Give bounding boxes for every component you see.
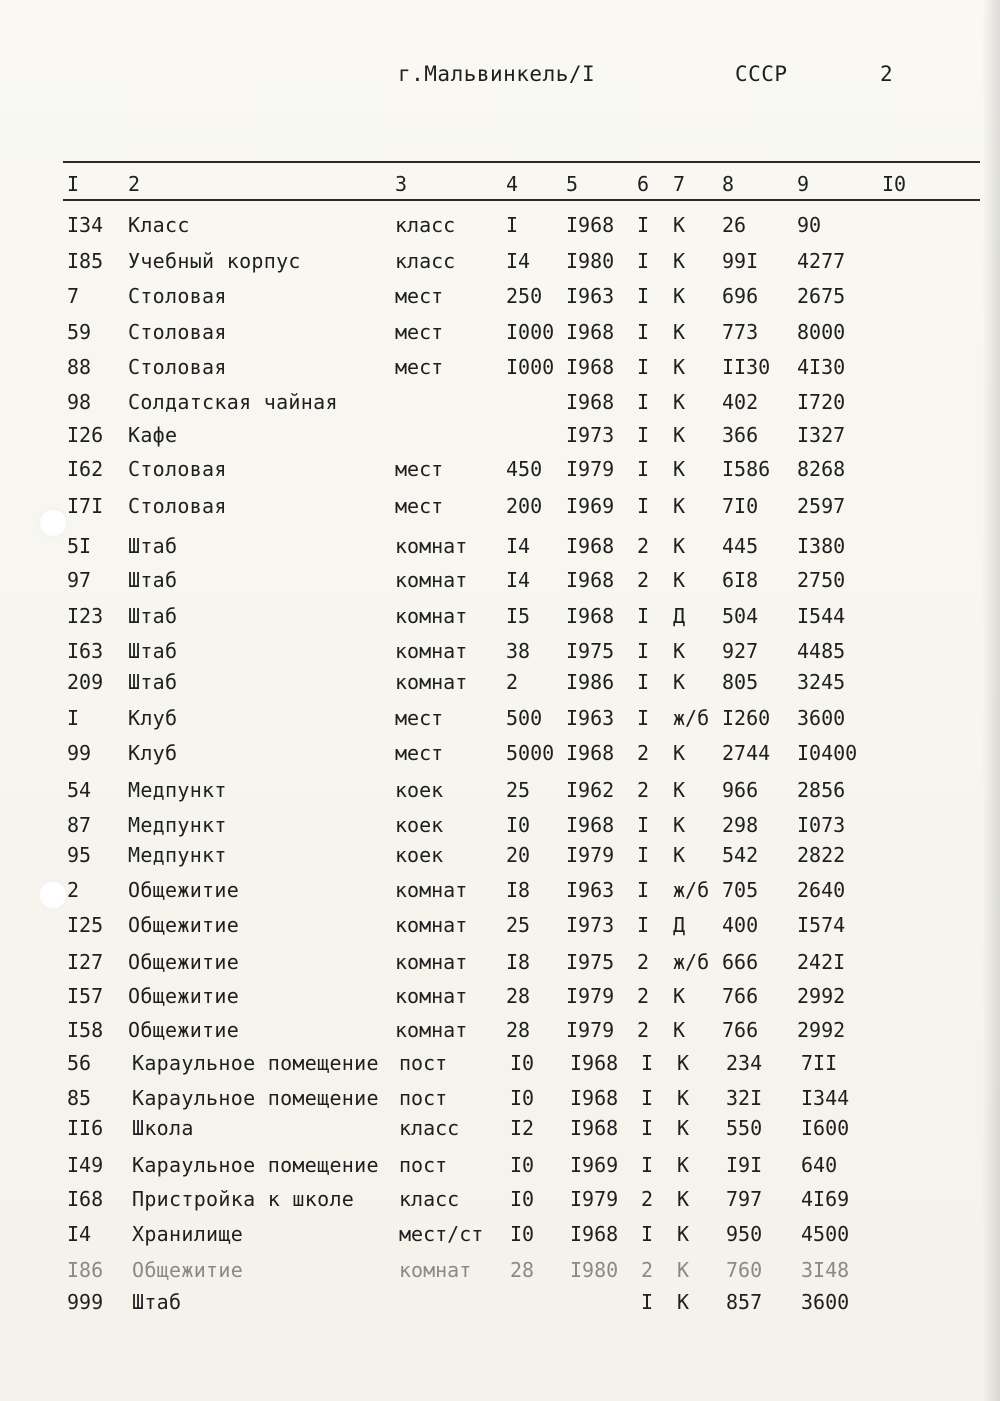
cell-col-5: I968 — [566, 320, 615, 344]
cell-col-8: 32I — [726, 1086, 763, 1110]
cell-col-9: 2597 — [797, 494, 846, 518]
column-header-3: 3 — [395, 172, 408, 196]
cell-col-7: К — [677, 1051, 690, 1075]
cell-col-8: 966 — [722, 778, 759, 802]
cell-col-3: пост — [399, 1153, 448, 1177]
cell-col-7: К — [677, 1187, 690, 1211]
cell-col-9: I600 — [801, 1116, 850, 1140]
cell-col-5: I963 — [566, 878, 615, 902]
cell-col-2: Клуб — [128, 741, 178, 765]
header-country: СССР — [735, 62, 788, 86]
cell-col-8: 400 — [722, 913, 759, 937]
cell-col-8: 504 — [722, 604, 759, 628]
cell-col-9: 242I — [797, 950, 846, 974]
cell-col-8: 26 — [722, 213, 747, 237]
cell-col-4: 500 — [506, 706, 543, 730]
cell-col-4: I8 — [506, 950, 531, 974]
cell-col-2: Штаб — [128, 670, 178, 694]
cell-col-2: Караульное помещение — [132, 1153, 379, 1177]
cell-col-7: К — [673, 778, 686, 802]
cell-col-3: класс — [395, 249, 456, 273]
cell-col-2: Общежитие — [128, 984, 240, 1008]
cell-col-1: 85 — [67, 1086, 92, 1110]
cell-col-1: I63 — [67, 639, 104, 663]
cell-col-7: Д — [673, 604, 686, 628]
cell-col-9: 2992 — [797, 1018, 846, 1042]
cell-col-1: 5I — [67, 534, 92, 558]
cell-col-3: комнат — [395, 639, 468, 663]
cell-col-6: I — [637, 213, 650, 237]
cell-col-3: коек — [395, 813, 444, 837]
cell-col-3: комнат — [395, 984, 468, 1008]
cell-col-8: 950 — [726, 1222, 763, 1246]
cell-col-4: 28 — [506, 984, 531, 1008]
cell-col-4: I4 — [506, 534, 531, 558]
cell-col-7: К — [677, 1258, 690, 1282]
cell-col-2: Школа — [132, 1116, 194, 1140]
cell-col-2: Столовая — [128, 320, 227, 344]
cell-col-5: I962 — [566, 778, 615, 802]
cell-col-5: I979 — [566, 984, 615, 1008]
cell-col-1: I23 — [67, 604, 104, 628]
cell-col-9: 8268 — [797, 457, 846, 481]
cell-col-7: К — [673, 249, 686, 273]
column-header-7: 7 — [673, 172, 686, 196]
cell-col-7: ж/б — [673, 706, 710, 730]
cell-col-7: К — [673, 741, 686, 765]
column-header-8: 8 — [722, 172, 735, 196]
cell-col-2: Штаб — [128, 639, 178, 663]
cell-col-4: 2 — [506, 670, 519, 694]
cell-col-5: I969 — [570, 1153, 619, 1177]
cell-col-1: 56 — [67, 1051, 92, 1075]
cell-col-8: 298 — [722, 813, 759, 837]
cell-col-4: I0 — [510, 1187, 535, 1211]
cell-col-2: Штаб — [128, 568, 178, 592]
cell-col-6: I — [637, 639, 650, 663]
column-header-6: 6 — [637, 172, 650, 196]
cell-col-7: К — [673, 813, 686, 837]
cell-col-9: 4485 — [797, 639, 846, 663]
cell-col-7: ж/б — [673, 878, 710, 902]
cell-col-3: коек — [395, 843, 444, 867]
cell-col-6: I — [637, 670, 650, 694]
cell-col-3: мест/ст — [399, 1222, 484, 1246]
cell-col-6: I — [637, 843, 650, 867]
cell-col-4: I000 — [506, 355, 555, 379]
cell-col-3: мест — [395, 355, 444, 379]
cell-col-9: 640 — [801, 1153, 838, 1177]
cell-col-8: 766 — [722, 1018, 759, 1042]
cell-col-7: К — [673, 1018, 686, 1042]
cell-col-1: I26 — [67, 423, 104, 447]
cell-col-4: I — [506, 213, 519, 237]
cell-col-2: Солдатская чайная — [128, 390, 338, 414]
cell-col-4: I0 — [510, 1051, 535, 1075]
cell-col-9: I0400 — [797, 741, 858, 765]
cell-col-2: Столовая — [128, 284, 227, 308]
cell-col-1: I7I — [67, 494, 104, 518]
cell-col-5: I968 — [566, 813, 615, 837]
cell-col-1: I27 — [67, 950, 104, 974]
cell-col-6: I — [637, 423, 650, 447]
cell-col-2: Общежитие — [128, 1018, 240, 1042]
cell-col-3: мест — [395, 494, 444, 518]
cell-col-5: I979 — [566, 1018, 615, 1042]
cell-col-1: 209 — [67, 670, 104, 694]
cell-col-3: класс — [399, 1187, 460, 1211]
cell-col-8: 766 — [722, 984, 759, 1008]
cell-col-8: 402 — [722, 390, 759, 414]
cell-col-9: 2856 — [797, 778, 846, 802]
cell-col-9: 7II — [801, 1051, 838, 1075]
cell-col-9: I073 — [797, 813, 846, 837]
punch-hole — [38, 508, 68, 538]
cell-col-7: ж/б — [673, 950, 710, 974]
cell-col-2: Учебный корпус — [128, 249, 301, 273]
cell-col-1: 7 — [67, 284, 80, 308]
table-header-rule — [63, 199, 980, 201]
cell-col-8: 6I8 — [722, 568, 759, 592]
cell-col-8: I9I — [726, 1153, 763, 1177]
cell-col-5: I980 — [566, 249, 615, 273]
cell-col-6: I — [637, 706, 650, 730]
cell-col-5: I968 — [566, 604, 615, 628]
cell-col-6: 2 — [637, 534, 650, 558]
cell-col-6: I — [641, 1086, 654, 1110]
cell-col-1: I25 — [67, 913, 104, 937]
cell-col-2: Общежитие — [128, 913, 240, 937]
cell-col-1: 54 — [67, 778, 92, 802]
cell-col-7: К — [673, 670, 686, 694]
cell-col-9: 2750 — [797, 568, 846, 592]
cell-col-2: Медпункт — [128, 843, 227, 867]
cell-col-9: I574 — [797, 913, 846, 937]
cell-col-8: 705 — [722, 878, 759, 902]
cell-col-1: 2 — [67, 878, 80, 902]
cell-col-6: I — [637, 494, 650, 518]
cell-col-5: I979 — [570, 1187, 619, 1211]
cell-col-1: 95 — [67, 843, 92, 867]
cell-col-8: 445 — [722, 534, 759, 558]
cell-col-2: Общежитие — [128, 950, 240, 974]
cell-col-8: 805 — [722, 670, 759, 694]
cell-col-2: Хранилище — [132, 1222, 244, 1246]
punch-hole — [38, 880, 68, 910]
cell-col-6: 2 — [641, 1187, 654, 1211]
cell-col-1: I49 — [67, 1153, 104, 1177]
cell-col-4: I0 — [510, 1086, 535, 1110]
cell-col-8: 797 — [726, 1187, 763, 1211]
cell-col-4: I4 — [506, 249, 531, 273]
cell-col-2: Столовая — [128, 457, 227, 481]
cell-col-9: 4I30 — [797, 355, 846, 379]
cell-col-7: К — [673, 984, 686, 1008]
cell-col-9: 4500 — [801, 1222, 850, 1246]
cell-col-9: 8000 — [797, 320, 846, 344]
cell-col-8: 927 — [722, 639, 759, 663]
cell-col-3: мест — [395, 741, 444, 765]
cell-col-1: 88 — [67, 355, 92, 379]
cell-col-4: I000 — [506, 320, 555, 344]
cell-col-5: I980 — [570, 1258, 619, 1282]
cell-col-7: К — [673, 639, 686, 663]
column-header-10: I0 — [882, 172, 907, 196]
cell-col-8: 696 — [722, 284, 759, 308]
cell-col-5: I963 — [566, 706, 615, 730]
cell-col-3: комнат — [395, 568, 468, 592]
column-header-1: I — [67, 172, 80, 196]
cell-col-2: Медпункт — [128, 813, 227, 837]
cell-col-2: Общежитие — [132, 1258, 244, 1282]
cell-col-4: I8 — [506, 878, 531, 902]
cell-col-7: К — [673, 320, 686, 344]
cell-col-2: Караульное помещение — [132, 1086, 379, 1110]
cell-col-3: мест — [395, 457, 444, 481]
cell-col-2: Столовая — [128, 355, 227, 379]
cell-col-7: Д — [673, 913, 686, 937]
cell-col-5: I973 — [566, 913, 615, 937]
cell-col-4: 25 — [506, 778, 531, 802]
cell-col-1: I4 — [67, 1222, 92, 1246]
cell-col-5: I968 — [566, 741, 615, 765]
cell-col-1: I58 — [67, 1018, 104, 1042]
cell-col-3: комнат — [395, 1018, 468, 1042]
cell-col-5: I975 — [566, 950, 615, 974]
cell-col-7: К — [673, 494, 686, 518]
cell-col-9: 4I69 — [801, 1187, 850, 1211]
cell-col-8: I586 — [722, 457, 771, 481]
cell-col-7: К — [673, 213, 686, 237]
cell-col-9: I344 — [801, 1086, 850, 1110]
cell-col-8: 666 — [722, 950, 759, 974]
cell-col-2: Пристройка к школе — [132, 1187, 355, 1211]
cell-col-3: комнат — [395, 913, 468, 937]
cell-col-7: К — [677, 1290, 690, 1314]
cell-col-3: пост — [399, 1086, 448, 1110]
cell-col-7: К — [673, 568, 686, 592]
cell-col-4: 20 — [506, 843, 531, 867]
cell-col-6: I — [641, 1290, 654, 1314]
cell-col-8: 542 — [722, 843, 759, 867]
cell-col-6: I — [641, 1051, 654, 1075]
cell-col-1: 97 — [67, 568, 92, 592]
cell-col-6: I — [637, 813, 650, 837]
cell-col-1: I86 — [67, 1258, 104, 1282]
cell-col-5: I968 — [570, 1086, 619, 1110]
cell-col-3: комнат — [395, 670, 468, 694]
cell-col-7: К — [673, 355, 686, 379]
cell-col-9: 2640 — [797, 878, 846, 902]
cell-col-5: I979 — [566, 843, 615, 867]
cell-col-2: Клуб — [128, 706, 178, 730]
cell-col-5: I968 — [566, 355, 615, 379]
cell-col-7: К — [677, 1222, 690, 1246]
table-top-rule — [63, 161, 980, 163]
cell-col-9: 3600 — [801, 1290, 850, 1314]
cell-col-8: I260 — [722, 706, 771, 730]
cell-col-5: I968 — [570, 1051, 619, 1075]
cell-col-2: Штаб — [128, 534, 178, 558]
cell-col-1: I68 — [67, 1187, 104, 1211]
cell-col-3: коек — [395, 778, 444, 802]
cell-col-4: I5 — [506, 604, 531, 628]
cell-col-2: Столовая — [128, 494, 227, 518]
cell-col-3: мест — [395, 706, 444, 730]
cell-col-6: I — [637, 284, 650, 308]
cell-col-5: I968 — [566, 213, 615, 237]
cell-col-5: I968 — [566, 568, 615, 592]
cell-col-9: I544 — [797, 604, 846, 628]
cell-col-7: К — [673, 390, 686, 414]
cell-col-9: 3245 — [797, 670, 846, 694]
cell-col-7: К — [673, 534, 686, 558]
cell-col-5: I963 — [566, 284, 615, 308]
cell-col-6: 2 — [637, 1018, 650, 1042]
cell-col-7: К — [677, 1086, 690, 1110]
cell-col-4: 200 — [506, 494, 543, 518]
cell-col-6: I — [637, 878, 650, 902]
cell-col-2: Штаб — [128, 604, 178, 628]
cell-col-1: I62 — [67, 457, 104, 481]
cell-col-4: I0 — [506, 813, 531, 837]
cell-col-6: 2 — [637, 984, 650, 1008]
cell-col-7: К — [677, 1153, 690, 1177]
cell-col-7: К — [677, 1116, 690, 1140]
cell-col-6: I — [637, 249, 650, 273]
cell-col-7: К — [673, 843, 686, 867]
cell-col-9: I380 — [797, 534, 846, 558]
cell-col-3: класс — [399, 1116, 460, 1140]
cell-col-4: I4 — [506, 568, 531, 592]
cell-col-9: I327 — [797, 423, 846, 447]
cell-col-5: I969 — [566, 494, 615, 518]
cell-col-3: комнат — [395, 878, 468, 902]
cell-col-4: I0 — [510, 1222, 535, 1246]
cell-col-1: 87 — [67, 813, 92, 837]
cell-col-7: К — [673, 423, 686, 447]
cell-col-5: I975 — [566, 639, 615, 663]
cell-col-3: комнат — [395, 950, 468, 974]
cell-col-6: 2 — [637, 741, 650, 765]
cell-col-6: 2 — [637, 778, 650, 802]
cell-col-3: класс — [395, 213, 456, 237]
cell-col-1: I85 — [67, 249, 104, 273]
cell-col-5: I986 — [566, 670, 615, 694]
cell-col-4: 450 — [506, 457, 543, 481]
cell-col-2: Медпункт — [128, 778, 227, 802]
cell-col-5: I968 — [570, 1116, 619, 1140]
cell-col-1: 99 — [67, 741, 92, 765]
cell-col-3: пост — [399, 1051, 448, 1075]
cell-col-9: 2992 — [797, 984, 846, 1008]
cell-col-4: 28 — [506, 1018, 531, 1042]
cell-col-3: мест — [395, 320, 444, 344]
column-header-5: 5 — [566, 172, 579, 196]
cell-col-5: I979 — [566, 457, 615, 481]
cell-col-3: мест — [395, 284, 444, 308]
cell-col-8: 760 — [726, 1258, 763, 1282]
cell-col-8: 550 — [726, 1116, 763, 1140]
column-header-4: 4 — [506, 172, 519, 196]
cell-col-9: 3600 — [797, 706, 846, 730]
cell-col-6: I — [637, 355, 650, 379]
cell-col-7: К — [673, 457, 686, 481]
column-header-9: 9 — [797, 172, 810, 196]
cell-col-6: I — [637, 913, 650, 937]
page-edge-shadow — [982, 0, 1000, 1401]
cell-col-9: 3I48 — [801, 1258, 850, 1282]
cell-col-1: 59 — [67, 320, 92, 344]
cell-col-6: I — [641, 1116, 654, 1140]
cell-col-8: 2744 — [722, 741, 771, 765]
cell-col-9: 2822 — [797, 843, 846, 867]
header-place: г.Мальвинкель/I — [398, 62, 596, 86]
cell-col-8: 234 — [726, 1051, 763, 1075]
cell-col-8: 857 — [726, 1290, 763, 1314]
cell-col-4: I0 — [510, 1153, 535, 1177]
cell-col-1: I57 — [67, 984, 104, 1008]
cell-col-5: I973 — [566, 423, 615, 447]
cell-col-2: Кафе — [128, 423, 178, 447]
cell-col-2: Общежитие — [128, 878, 240, 902]
page-number: 2 — [880, 62, 894, 86]
cell-col-3: комнат — [395, 534, 468, 558]
cell-col-1: 98 — [67, 390, 92, 414]
cell-col-4: 25 — [506, 913, 531, 937]
cell-col-9: I720 — [797, 390, 846, 414]
cell-col-6: 2 — [641, 1258, 654, 1282]
cell-col-1: I — [67, 706, 80, 730]
cell-col-8: 366 — [722, 423, 759, 447]
cell-col-9: 90 — [797, 213, 822, 237]
cell-col-4: 38 — [506, 639, 531, 663]
cell-col-8: 99I — [722, 249, 759, 273]
cell-col-6: I — [637, 457, 650, 481]
cell-col-1: II6 — [67, 1116, 104, 1140]
cell-col-9: 4277 — [797, 249, 846, 273]
cell-col-1: I34 — [67, 213, 104, 237]
cell-col-8: 7I0 — [722, 494, 759, 518]
cell-col-6: I — [637, 390, 650, 414]
cell-col-4: I2 — [510, 1116, 535, 1140]
cell-col-7: К — [673, 284, 686, 308]
cell-col-3: комнат — [395, 604, 468, 628]
cell-col-6: I — [637, 604, 650, 628]
cell-col-2: Класс — [128, 213, 190, 237]
cell-col-2: Штаб — [132, 1290, 182, 1314]
cell-col-4: 5000 — [506, 741, 555, 765]
cell-col-8: 773 — [722, 320, 759, 344]
cell-col-6: I — [641, 1222, 654, 1246]
cell-col-1: 999 — [67, 1290, 104, 1314]
cell-col-3: комнат — [399, 1258, 472, 1282]
cell-col-2: Караульное помещение — [132, 1051, 379, 1075]
column-header-2: 2 — [128, 172, 141, 196]
cell-col-4: 250 — [506, 284, 543, 308]
cell-col-6: I — [641, 1153, 654, 1177]
cell-col-5: I968 — [570, 1222, 619, 1246]
cell-col-5: I968 — [566, 390, 615, 414]
cell-col-6: I — [637, 320, 650, 344]
cell-col-5: I968 — [566, 534, 615, 558]
cell-col-4: 28 — [510, 1258, 535, 1282]
cell-col-6: 2 — [637, 568, 650, 592]
cell-col-9: 2675 — [797, 284, 846, 308]
cell-col-8: II30 — [722, 355, 771, 379]
cell-col-6: 2 — [637, 950, 650, 974]
